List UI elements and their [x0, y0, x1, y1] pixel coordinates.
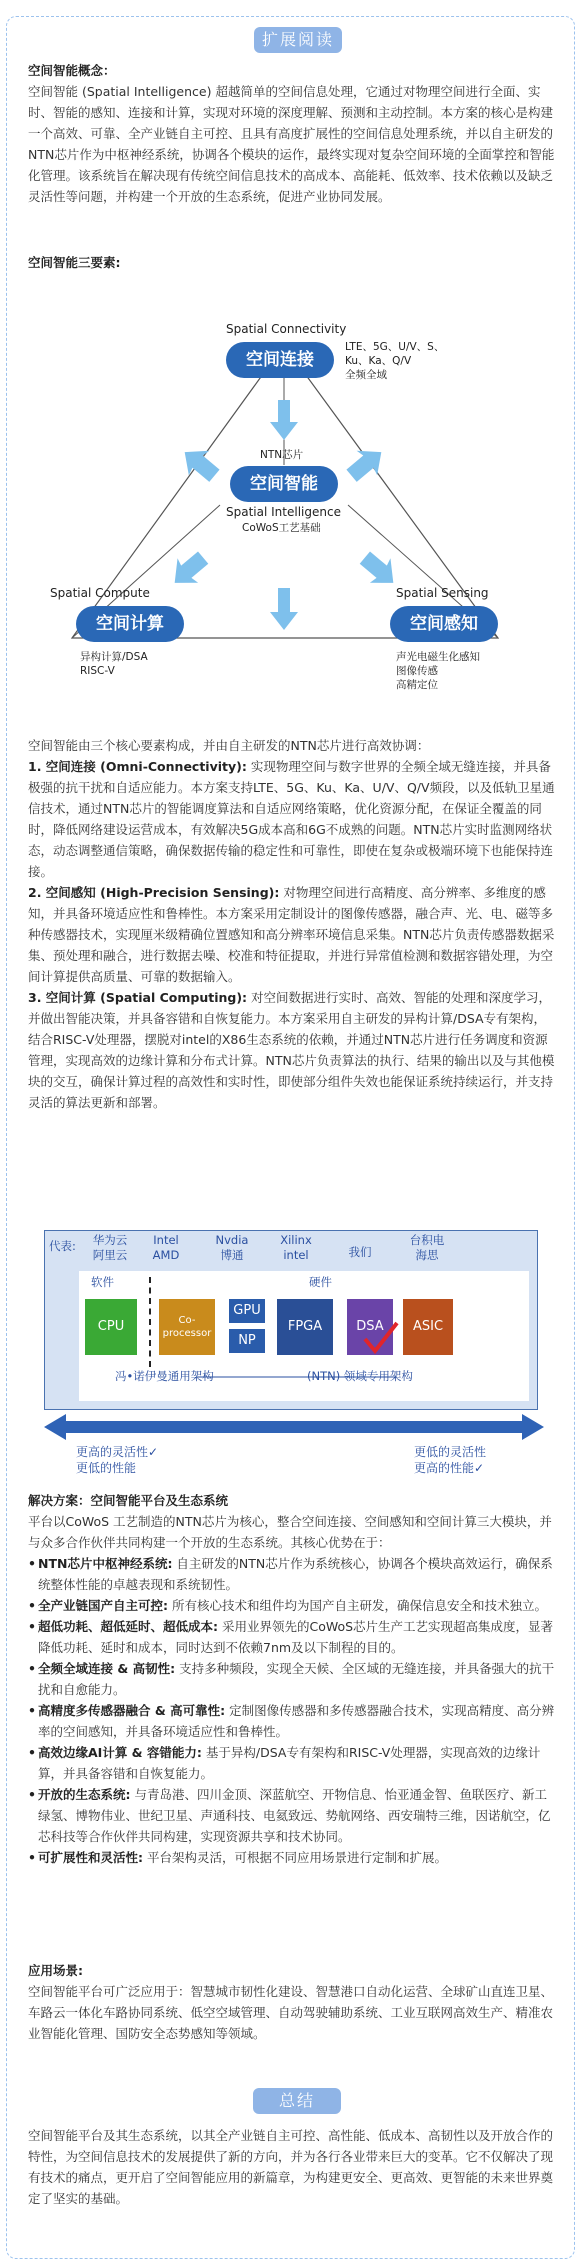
solution-item-label: 开放的生态系统:: [38, 1787, 131, 1802]
extended-reading-title: 扩展阅读: [254, 27, 342, 53]
vendor-5: [335, 1245, 385, 1260]
solution-item-text: 采用业界领先的CoWoS芯片生产工艺实现超高集成度，显著降低功耗、延时和成本，同时达到不依赖7nm及以下制程的目的。: [38, 1619, 554, 1655]
coprocessor-box: [159, 1299, 215, 1355]
right-tech-2: 图像传感: [396, 665, 438, 677]
solution-section: [28, 1490, 556, 1868]
rep-label: 代表:: [49, 1239, 76, 1253]
right-tech-3: 高精定位: [396, 679, 438, 691]
vendor-6a: 台积电: [409, 1233, 445, 1247]
solution-item-label: 可扩展性和灵活性:: [38, 1850, 143, 1865]
solution-item: [28, 1700, 556, 1742]
applications-heading: 应用场景:: [28, 1963, 83, 1978]
asic-box: ASIC: [403, 1299, 453, 1355]
hardware-label: 硬件: [309, 1275, 332, 1289]
np-box: NP: [229, 1329, 265, 1353]
solution-item-label: 全产业链国产自主可控:: [38, 1598, 168, 1613]
summary-text: 空间智能平台及其生态系统，以其全产业链自主可控、高性能、低成本、高韧性以及开放合作的特性，为空间信息技术的发展提供了新的方向，并为各行各业带来巨大的变革。它不仅解决了现有技术的痛点，更开启了空间智能应用的新篇章，为构建更安全、更高效、更智能的未来世界奠定了坚实的基础。: [28, 2128, 554, 2206]
top-tech-list: [345, 340, 444, 382]
left-tech-2: RISC-V: [80, 665, 115, 677]
solution-item-label: 高精度多传感器融合 & 高可靠性:: [38, 1703, 226, 1718]
left-note-2: 更低的性能: [76, 1461, 137, 1475]
concept-heading: 空间智能概念：: [28, 63, 116, 78]
vendor-2a: Intel: [153, 1233, 179, 1247]
general-arch-label: 冯•诺伊曼通用架构: [115, 1369, 214, 1383]
checkmark-icon: [361, 1319, 401, 1359]
element-item-1-label: 1. 空间连接 (Omni-Connectivity):: [28, 759, 247, 774]
domain-arch-label: (NTN) 领域专用架构: [307, 1369, 413, 1383]
vendor-3: [207, 1233, 257, 1263]
element-item-1: [28, 756, 556, 882]
spatial-compute-pill: 空间计算: [76, 606, 184, 642]
element-item-3: [28, 987, 556, 1113]
top-tech-1: LTE、5G、U/V、S、: [345, 341, 445, 353]
spatial-sensing-pill: 空间感知: [390, 606, 498, 642]
left-en-label: Spatial Compute: [50, 586, 150, 600]
coproc-line-1: Co-: [178, 1315, 196, 1326]
vendor-4b: intel: [283, 1248, 309, 1262]
solution-item: [28, 1595, 556, 1616]
coproc-line-2: processor: [162, 1328, 212, 1339]
cpu-box: CPU: [85, 1299, 137, 1355]
solution-heading: 解决方案：空间智能平台及生态系统: [28, 1493, 229, 1508]
top-tech-2: Ku、Ka、Q/V: [345, 355, 412, 367]
right-note-1: 更低的灵活性: [414, 1445, 487, 1459]
spatial-intelligence-pill: 空间智能: [230, 466, 338, 502]
element-item-3-text: 对空间数据进行实时、高效、智能的处理和深度学习，并做出智能决策，并具备容错和自恢复能力。本方案采用自主研发的异构计算/DSA专有架构，结合RISC-V处理器，摆脱对intel的X86生态系统的依赖，并通过NTN芯片进行任务调度和资源管理，实现高效的边缘计算和分布式计算。NTN芯片负责算法的执行、结果的输出以及与其他模块的交互，确保计算过程的高效性和实时性，即使部分组件失效也能保证系统持续运行，并支持灵活的算法更新和部署。: [28, 990, 555, 1110]
vendor-2: [141, 1233, 191, 1263]
right-tech-list: [396, 650, 480, 692]
elements-heading-text: 空间智能三要素:: [28, 255, 121, 270]
right-note-2: 更高的性能✓: [414, 1461, 485, 1475]
solution-item: [28, 1784, 556, 1847]
architecture-diagram: [44, 1230, 538, 1410]
vendor-1b: 阿里云: [92, 1248, 128, 1262]
solution-item: [28, 1847, 556, 1868]
vendor-6: [397, 1233, 457, 1263]
solution-item-text: 支持多种频段，实现全天候、全区域的无缝连接，并具备强大的抗干扰和自愈能力。: [38, 1661, 555, 1697]
elements-heading: [28, 252, 556, 273]
solution-item-text: 平台架构灵活，可根据不同应用场景进行定制和扩展。: [143, 1850, 447, 1865]
solution-item: [28, 1553, 556, 1595]
top-tech-3: 全频全域: [345, 369, 387, 381]
elements-explanation: [28, 735, 556, 1113]
solution-item: [28, 1742, 556, 1784]
solution-item-label: 高效边缘AI计算 & 容错能力:: [38, 1745, 202, 1760]
element-item-2: [28, 882, 556, 987]
solution-item-text: 与青岛港、四川金顶、深蓝航空、开物信息、怡亚通金智、鱼联医疗、新工绿氢、博物伟业、世纪卫星、声通科技、电氦致远、势航网络、西安瑞特三维，因诺航空，亿芯科技等合作伙伴共同构建，实现资源共享和技术协同。: [38, 1787, 551, 1844]
solution-item-text: 定制图像传感器和多传感器融合技术，实现高精度、高分辨率的空间感知，并具备环境适应性和鲁棒性。: [38, 1703, 555, 1739]
applications-section: [28, 1960, 556, 2044]
vendor-3a: Nvdia: [215, 1233, 249, 1247]
spatial-connectivity-pill: 空间连接: [226, 342, 334, 378]
solution-item-text: 所有核心技术和组件均为国产自主研发，确保信息安全和技术独立。: [168, 1598, 547, 1613]
concept-section: [28, 60, 556, 207]
solution-intro: 平台以CoWoS 工艺制造的NTN芯片为核心，整合空间连接、空间感知和空间计算三大模块，并与众多合作伙伴共同构建一个开放的生态系统。其核心优势在于：: [28, 1514, 552, 1550]
element-item-2-text: 对物理空间进行高精度、高分辨率、多维度的感知，并具备环境适应性和鲁棒性。本方案采用定制设计的图像传感器，融合声、光、电、磁等多种传感器技术，实现厘米级精确位置感知和高分辨率环境信息采集。NTN芯片负责传感器数据采集、预处理和融合，进行数据去噪、校准和特征提取，并进行异常值检测和数据容错处理，为空间计算提供高质量、可靠的数据输入。: [28, 885, 555, 984]
vendor-5a: 我们: [348, 1245, 372, 1259]
center-en-label: Spatial Intelligence: [226, 505, 341, 519]
arch-bracket-line: [197, 1371, 397, 1383]
vendor-2b: AMD: [152, 1248, 180, 1262]
vendor-4: [271, 1233, 321, 1263]
center-sub-label: CoWoS工艺基础: [242, 522, 321, 534]
solution-item-text: 自主研发的NTN芯片作为系统核心，协调各个模块高效运行，确保系统整体性能的卓越表现和系统韧性。: [38, 1556, 553, 1592]
solution-item-label: 超低功耗、超低延时、超低成本:: [38, 1619, 218, 1634]
solution-list: [28, 1553, 556, 1868]
element-item-3-label: 3. 空间计算 (Spatial Computing):: [28, 990, 248, 1005]
flexibility-performance-arrow: [44, 1412, 544, 1442]
left-note-1: 更高的灵活性✓: [76, 1445, 159, 1459]
software-hardware-divider: [149, 1277, 151, 1367]
left-tech-1: 异构计算/DSA: [80, 651, 148, 663]
solution-item-text: 基于异构/DSA专有架构和RISC-V处理器，实现高效的边缘计算，并具备容错和自恢复能力。: [38, 1745, 541, 1781]
right-tech-1: 声光电磁生化感知: [396, 651, 480, 663]
element-item-1-text: 实现物理空间与数字世界的全频全域无缝连接，并具备极强的抗干扰和自适应能力。本方案支持LTE、5G、Ku、Ka、U/V、Q/V频段，以及低轨卫星通信技术，通过NTN芯片的智能调度算法和自适应网络策略，优化资源分配，在保证全覆盖的同时，降低网络建设运营成本，有效解决5G成本高和6G不成熟的问题。NTN芯片实时监测网络状态，动态调整通信策略，确保数据传输的稳定性和可靠性，即使在复杂或极端环境下也能保持连接。: [28, 759, 555, 879]
vendor-4a: Xilinx: [280, 1233, 312, 1247]
solution-item: [28, 1616, 556, 1658]
solution-item: [28, 1658, 556, 1700]
summary-section: [28, 2125, 556, 2209]
dsa-box: DSA: [347, 1299, 393, 1355]
applications-text: 空间智能平台可广泛应用于：智慧城市韧性化建设、智慧港口自动化运营、全球矿山直连卫星、车路云一体化车路协同系统、低空空域管理、自动驾驶辅助系统、工业互联网高效生产、精准农业智能化管理、国防安全态势感知等领域。: [28, 1984, 554, 2041]
right-arrow-notes: [414, 1444, 486, 1476]
vendor-6b: 海思: [415, 1248, 439, 1262]
right-en-label: Spatial Sensing: [396, 586, 489, 600]
vendor-1a: 华为云: [92, 1233, 128, 1247]
solution-item-label: NTN芯片中枢神经系统:: [38, 1556, 173, 1571]
three-elements-diagram: [30, 300, 540, 690]
left-arrow-notes: [76, 1444, 158, 1476]
vendor-3b: 博通: [220, 1248, 244, 1262]
software-label: 软件: [91, 1275, 114, 1289]
element-item-2-label: 2. 空间感知 (High-Precision Sensing):: [28, 885, 280, 900]
concept-body: 空间智能 (Spatial Intelligence) 超越简单的空间信息处理，它通过对物理空间进行全面、实时、智能的感知、连接和计算，实现对环境的深度理解、预测和主动控制。本方案的核心是构建一个高效、可靠、全产业链自主可控、且具有高度扩展性的空间信息处理系统，并以自主研发的NTN芯片作为中枢神经系统，协调各个模块的运作，最终实现对复杂空间环境的全面掌控和智能化管理。该系统旨在解决现有传统空间信息技术的高成本、高能耗、低效率、技术依赖以及缺乏灵活性等问题，并构建一个开放的生态系统，促进产业协同发展。: [28, 84, 555, 204]
top-en-label: Spatial Connectivity: [226, 322, 347, 336]
vendor-1: [85, 1233, 135, 1263]
solution-item-label: 全频全域连接 & 高韧性:: [38, 1661, 176, 1676]
fpga-box: FPGA: [277, 1299, 333, 1355]
architecture-inner-panel: [79, 1271, 529, 1401]
center-chip-label: NTN芯片: [260, 449, 304, 461]
left-tech-list: [80, 650, 148, 678]
gpu-box: GPU: [229, 1299, 265, 1323]
summary-title: 总结: [253, 2088, 341, 2114]
elements-intro: 空间智能由三个核心要素构成，并由自主研发的NTN芯片进行高效协调：: [28, 738, 430, 753]
